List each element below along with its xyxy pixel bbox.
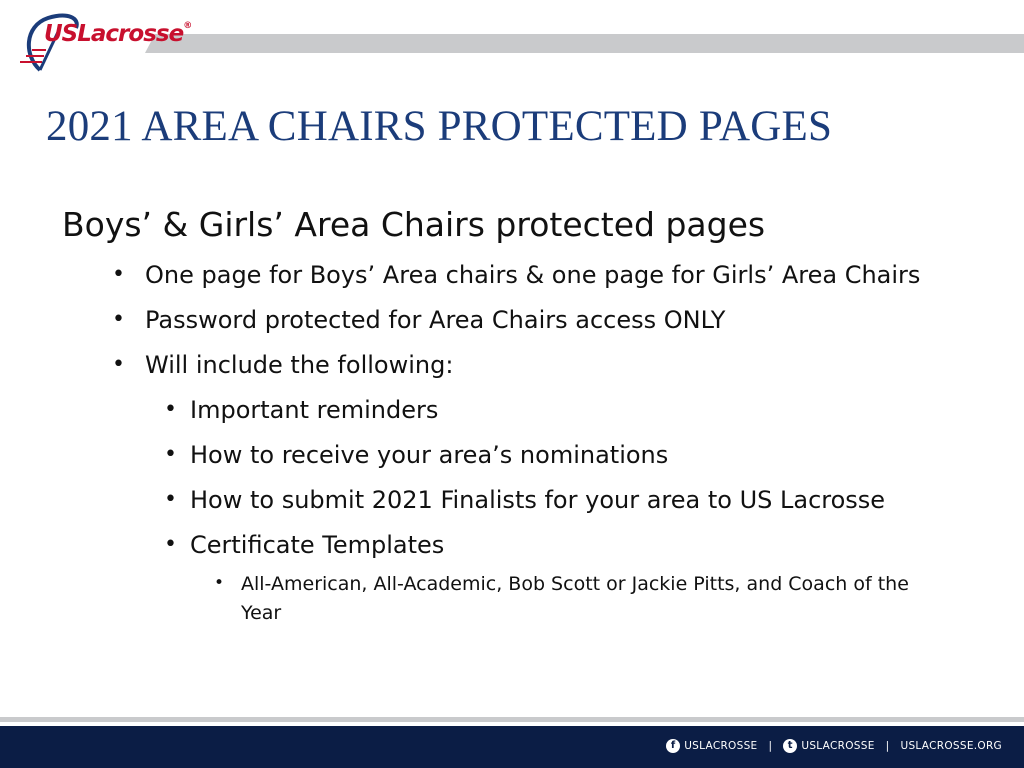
website-link[interactable]: USLACROSSE.ORG <box>900 740 1002 752</box>
bullet-level2-item: How to receive your area’s nominations <box>190 441 669 469</box>
header-bar <box>155 34 1024 53</box>
bullet-glyph: • <box>164 397 177 422</box>
facebook-handle[interactable]: USLACROSSE <box>684 740 758 752</box>
bullet-glyph: • <box>112 262 125 287</box>
bullet-level1-item: Will include the following: <box>145 351 454 379</box>
footer-separator: | <box>768 740 773 752</box>
bullet-glyph: • <box>164 442 177 467</box>
bullet-level2-item: Certificate Templates <box>190 531 445 559</box>
facebook-icon[interactable]: f <box>666 739 680 753</box>
bullet-level1-item: Password protected for Area Chairs access ONLY <box>145 306 726 334</box>
bullet-level3-item-line2: Year <box>241 602 282 624</box>
bullet-level2-item: Important reminders <box>190 396 439 424</box>
footer <box>0 726 1024 768</box>
twitter-icon[interactable]: t <box>783 739 797 753</box>
bullet-glyph: • <box>164 487 177 512</box>
footer-divider <box>0 717 1024 722</box>
bullet-level3-item-line1: All-American, All-Academic, Bob Scott or Jackie Pitts, and Coach of the <box>241 573 909 595</box>
logo-wordmark: USLacrosse® <box>44 21 192 47</box>
bullet-level1-item: One page for Boys’ Area chairs & one page for Girls’ Area Chairs <box>145 261 921 289</box>
bullet-glyph: • <box>112 307 125 332</box>
bullet-level0-text: Boys’ & Girls’ Area Chairs protected pages <box>62 205 766 244</box>
bullet-glyph: • <box>164 532 177 557</box>
footer-links <box>666 739 1002 753</box>
twitter-handle[interactable]: USLACROSSE <box>801 740 875 752</box>
slide-title: 2021 AREA CHAIRS PROTECTED PAGES <box>46 103 833 150</box>
bullet-level2-item: How to submit 2021 Finalists for your area to US Lacrosse <box>190 486 886 514</box>
bullet-glyph: • <box>214 573 225 593</box>
us-lacrosse-logo <box>18 12 192 82</box>
footer-separator: | <box>885 740 890 752</box>
bullet-level0 <box>62 205 765 244</box>
bullet-glyph: • <box>112 352 125 377</box>
